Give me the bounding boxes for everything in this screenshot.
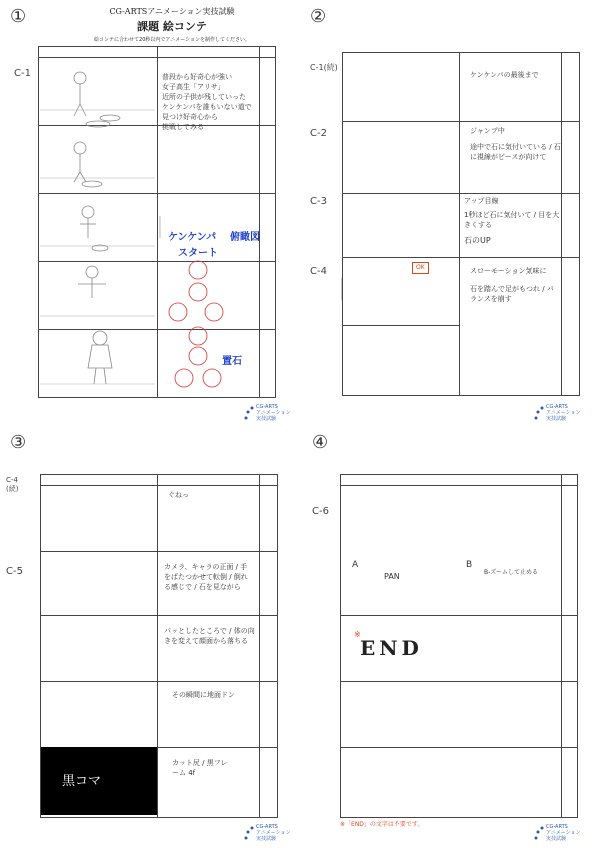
end-text: END: [360, 636, 423, 660]
cgarts-logo: CG-ARTS アニメーション 実技試験: [256, 824, 291, 842]
note-c3-title: アップ目線: [464, 197, 499, 205]
panel-number-1: ①: [10, 6, 27, 27]
note-c4-title: スローモーション気味に: [470, 267, 547, 275]
start-label: スタート: [178, 248, 218, 259]
cut-label: C-1: [14, 68, 31, 79]
end-mark: ※: [354, 630, 361, 639]
zoom-note: B-ズームして止める: [484, 569, 538, 576]
cut-label-c5: C-5: [6, 566, 23, 577]
panel-number-3: ③: [10, 432, 27, 453]
note-c2-title: ジャンプ中: [470, 127, 505, 135]
cut-label-c4-cont: C-4 (続): [6, 476, 19, 493]
cut-label-c3: C-3: [310, 196, 327, 207]
cgarts-logo: CG-ARTS アニメーション 実技試験: [546, 824, 581, 842]
cut-label-c4: C-4: [310, 266, 327, 277]
c4-tag: OK: [412, 262, 429, 274]
cut-label-c2: C-2: [310, 128, 327, 139]
note-c5: カメラ、キャラの正面 / 手をばたつかせて転倒 / 倒れる感じで / 石を見ながら: [164, 563, 248, 591]
end-footnote: ※「END」の文字は不要です。: [340, 821, 424, 828]
note-c5-impact: その瞬間に地面ドン: [172, 691, 235, 699]
note-c4: 石を踏んで足がもつれ / バランスを崩す: [470, 285, 554, 303]
note-c5-fall: パッとしたところで / 体の向きを変えて顔面から落ちる: [164, 627, 255, 645]
sheet-title: 課題 絵コンテ: [137, 20, 207, 33]
stone-label: 置石: [222, 356, 242, 367]
cut-label-c6: C-6: [312, 506, 329, 517]
cut-label-c1-cont: C-1(続): [310, 63, 338, 72]
pan-start: A: [352, 560, 359, 570]
panel-number-2: ②: [310, 6, 327, 27]
note-c3: 1秒ほど石に気付いて / 目を大きくする: [464, 211, 560, 229]
note-c2: 途中で石に気付いている / 石に視線がピースが向けて: [470, 143, 561, 161]
cgarts-logo: CG-ARTS アニメーション 実技試験: [256, 404, 291, 422]
kenkenpa-label: ケンケンパ: [168, 232, 217, 243]
scene-note: 普段から好奇心が強い 女子高生「アリサ」 近所の子供が残していった ケンケンパを誰もいない道で 見つけ好奇心から 挑戦してみる: [162, 73, 252, 131]
pan-end: B: [466, 560, 473, 570]
note-black-frame: カット尻 / 黒フレーム 4f: [172, 759, 228, 777]
panel-number-4: ④: [312, 432, 329, 453]
black-frame-label: 黒コマ: [62, 774, 102, 789]
sheet-instruction: 絵コンテに合わせて20秒以内でアニメーションを制作してください。: [94, 37, 250, 43]
cgarts-logo: CG-ARTS アニメーション 実技試験: [546, 404, 581, 422]
note-c4-cont: ぐねっ: [168, 491, 189, 499]
note-c3-sub: 石のUP: [464, 236, 491, 245]
note-c1-cont: ケンケンパの最後まで: [470, 71, 539, 79]
overview-label: 俯瞰図: [230, 232, 260, 243]
sheet-header: CG-ARTSアニメーション実技試験: [109, 7, 235, 16]
pan-label: PAN: [384, 572, 400, 581]
